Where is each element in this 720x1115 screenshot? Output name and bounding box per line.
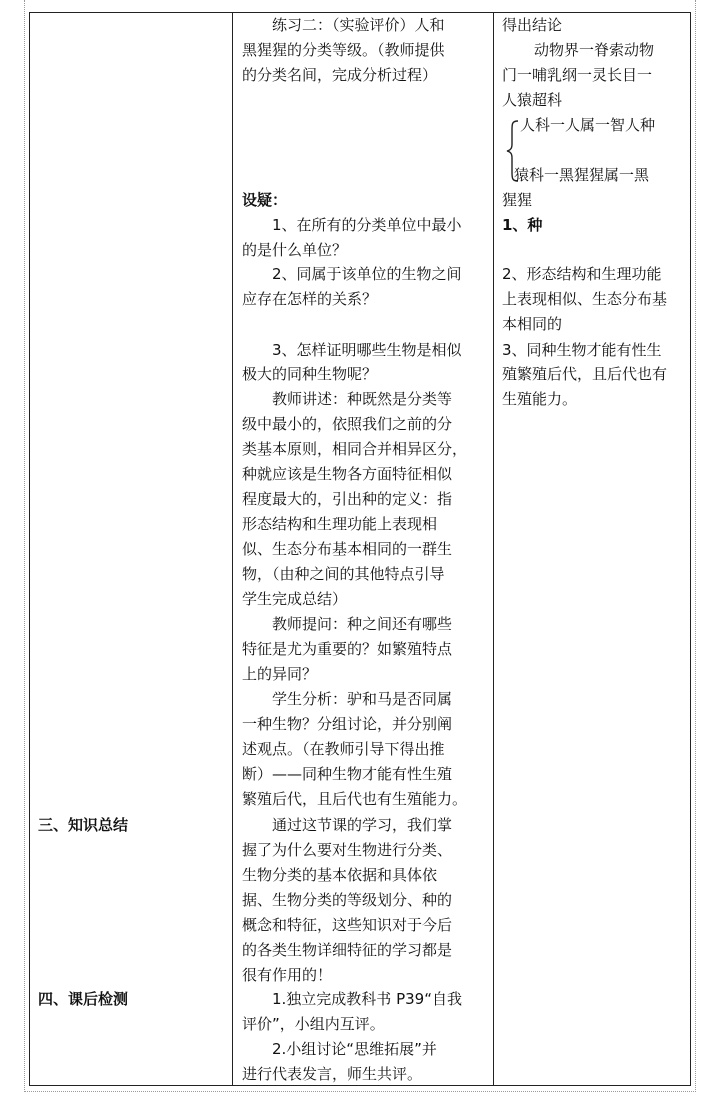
student-analysis: 学生分析：驴和马是否同属 xyxy=(272,690,453,708)
teacher-explain: 种就应该是生物各方面特征相似 xyxy=(242,465,453,483)
taxonomy-line: 动物界一脊索动物 xyxy=(534,41,655,59)
teacher-ask: 教师提问：种之间还有哪些 xyxy=(272,615,453,633)
teacher-explain: 程度最大的，引出种的定义：指 xyxy=(242,490,453,508)
taxonomy-line: 人猿超科 xyxy=(502,91,563,109)
question-3: 3、怎样证明哪些生物是相似 xyxy=(272,341,462,359)
teacher-explain: 类基本原则，相同合并相异区分， xyxy=(242,440,468,458)
summary-text: 的各类生物详细特征的学习都是 xyxy=(242,941,453,959)
question-1: 1、在所有的分类单位中最小 xyxy=(272,216,462,234)
summary-text: 概念和特征，这些知识对于今后 xyxy=(242,916,453,934)
summary-text: 很有作用的！ xyxy=(242,966,333,984)
teacher-explain: 似、生态分布基本相同的一群生 xyxy=(242,540,453,558)
branch-human: 人科一人属一智人种 xyxy=(520,116,656,134)
student-analysis: 述观点。（在教师引导下得出推 xyxy=(242,740,445,758)
homework-1: 评价”，小组内互评。 xyxy=(242,1015,385,1033)
question-2: 应存在怎样的关系？ xyxy=(242,290,378,308)
taxonomy-line: 门一哺乳纲一灵长目一 xyxy=(502,66,653,84)
question-3: 极大的同种生物呢？ xyxy=(242,365,378,383)
answer-3: 3、同种生物才能有性生 xyxy=(502,341,662,359)
section-after-class-check: 四、课后检测 xyxy=(38,990,129,1008)
question-1: 的是什么单位？ xyxy=(242,241,348,259)
student-analysis: 一种生物？分组讨论，并分别阐 xyxy=(242,715,453,733)
homework-2: 2.小组讨论“思维拓展”并 xyxy=(272,1040,437,1058)
question-2: 2、同属于该单位的生物之间 xyxy=(272,265,462,283)
answer-3: 生殖能力。 xyxy=(502,390,578,408)
summary-text: 握了为什么要对生物进行分类、 xyxy=(242,841,453,859)
exercise-line: 的分类名间，完成分析过程） xyxy=(242,66,438,84)
student-analysis: 断）——同种生物才能有性生殖 xyxy=(242,765,453,783)
answer-3: 殖繁殖后代，且后代也有 xyxy=(502,365,668,383)
exercise-line: 黑猩猩的分类等级。（教师提供 xyxy=(242,41,445,59)
table-column-stage xyxy=(29,12,232,1086)
answer-2: 本相同的 xyxy=(502,315,563,333)
teacher-explain: 教师讲述：种既然是分类等 xyxy=(272,390,453,408)
question-title: 设疑： xyxy=(242,191,288,209)
summary-text: 通过这节课的学习，我们掌 xyxy=(272,816,453,834)
exercise-line: 练习二：（实验评价）人和 xyxy=(272,16,445,34)
branch-ape: 猿科一黑猩猩属一黑 xyxy=(514,166,650,184)
branch-ape: 猩猩 xyxy=(502,191,533,209)
teacher-ask: 上的异同？ xyxy=(242,665,318,683)
summary-text: 据、生物分类的等级划分、种的 xyxy=(242,891,453,909)
answer-2: 2、形态结构和生理功能 xyxy=(502,265,662,283)
answer-1: 1、种 xyxy=(502,216,543,234)
answer-2: 上表现相似、生态分布基 xyxy=(502,290,668,308)
homework-1: 1.独立完成教科书 P39“自我 xyxy=(272,990,462,1008)
teacher-explain: 级中最小的，依照我们之前的分 xyxy=(242,415,453,433)
teacher-explain: 学生完成总结） xyxy=(242,590,348,608)
teacher-explain: 形态结构和生理功能上表现相 xyxy=(242,515,438,533)
section-knowledge-summary: 三、知识总结 xyxy=(38,816,129,834)
teacher-explain: 物，（由种之间的其他特点引导 xyxy=(242,565,445,583)
conclusion-title: 得出结论 xyxy=(502,16,563,34)
homework-2: 进行代表发言，师生共评。 xyxy=(242,1065,423,1083)
student-analysis: 繁殖后代，且后代也有生殖能力。 xyxy=(242,790,468,808)
teacher-ask: 特征是尤为重要的？如繁殖特点 xyxy=(242,640,453,658)
summary-text: 生物分类的基本依据和具体依 xyxy=(242,866,438,884)
